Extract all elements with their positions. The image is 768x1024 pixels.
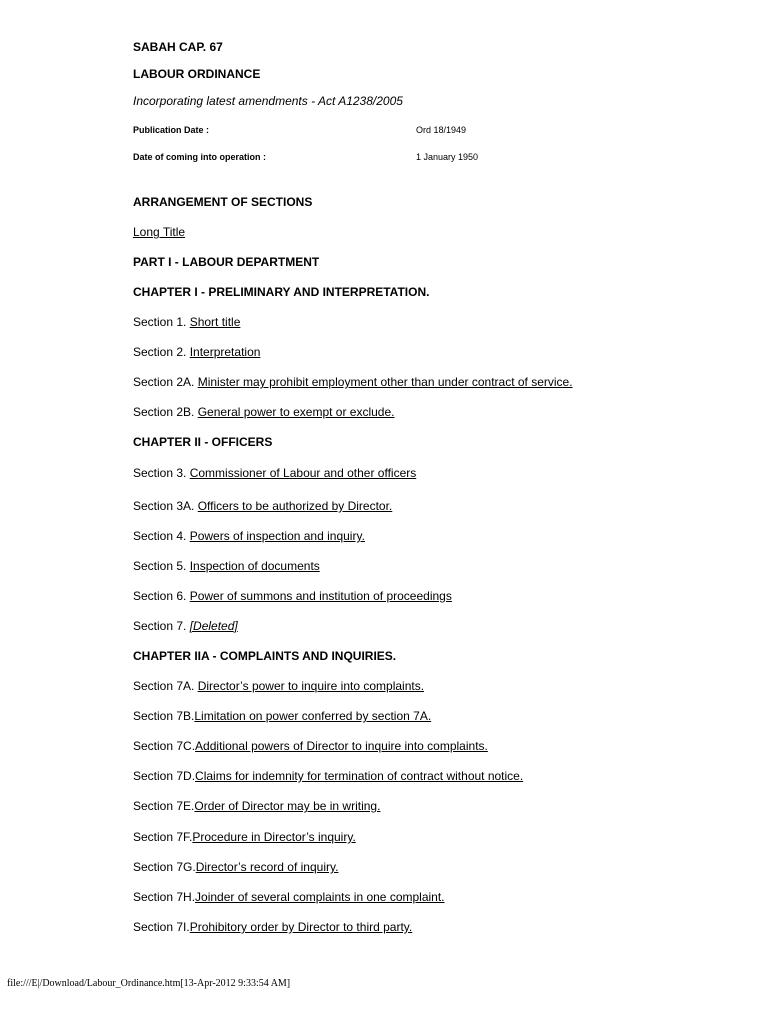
section-link[interactable]: [Deleted] bbox=[189, 619, 238, 633]
section-number: Section 7E. bbox=[133, 799, 195, 813]
section-link[interactable]: Limitation on power conferred by section 7A. bbox=[194, 709, 432, 723]
section-link[interactable]: Additional powers of Director to inquire into complaints. bbox=[195, 739, 488, 753]
section-link[interactable]: Director’s record of inquiry. bbox=[195, 860, 339, 874]
section-link[interactable]: Power of summons and institution of proceedings bbox=[189, 589, 452, 603]
section-link[interactable]: Procedure in Director’s inquiry. bbox=[192, 830, 356, 844]
section-link[interactable]: Claims for indemnity for termination of contract without notice. bbox=[195, 769, 524, 783]
section-number: Section 5. bbox=[133, 559, 190, 573]
section-link[interactable]: Minister may prohibit employment other than under contract of service. bbox=[197, 375, 573, 389]
long-title-entry bbox=[133, 225, 185, 239]
section-entry bbox=[133, 830, 356, 844]
section-number: Section 2B. bbox=[133, 405, 198, 419]
chapter-heading: CHAPTER II - OFFICERS bbox=[133, 435, 273, 449]
section-entry bbox=[133, 799, 380, 813]
document-subtitle: Incorporating latest amendments - Act A1238/2005 bbox=[133, 94, 403, 108]
section-entry bbox=[133, 709, 431, 723]
chapter-heading: CHAPTER IIA - COMPLAINTS AND INQUIRIES. bbox=[133, 649, 397, 663]
section-entry bbox=[133, 466, 416, 480]
operation-date-value: 1 January 1950 bbox=[416, 152, 479, 162]
section-link[interactable]: Commissioner of Labour and other officers bbox=[189, 466, 417, 480]
section-number: Section 7B. bbox=[133, 709, 195, 723]
section-entry bbox=[133, 529, 365, 543]
section-link[interactable]: Interpretation bbox=[189, 345, 261, 359]
section-link[interactable]: Short title bbox=[189, 315, 241, 329]
section-number: Section 7D. bbox=[133, 769, 196, 783]
section-link[interactable]: Order of Director may be in writing. bbox=[194, 799, 381, 813]
section-link[interactable]: Powers of inspection and inquiry. bbox=[189, 529, 365, 543]
section-number: Section 7. bbox=[133, 619, 190, 633]
arrangement-heading: ARRANGEMENT OF SECTIONS bbox=[133, 195, 313, 209]
section-link[interactable]: Inspection of documents bbox=[189, 559, 320, 573]
section-number: Section 2A. bbox=[133, 375, 198, 389]
publication-date-value: Ord 18/1949 bbox=[416, 125, 467, 135]
section-number: Section 3A. bbox=[133, 499, 198, 513]
section-link[interactable]: Prohibitory order by Director to third party. bbox=[189, 920, 413, 934]
section-entry bbox=[133, 589, 452, 603]
publication-date-label: Publication Date : bbox=[133, 125, 210, 135]
section-entry bbox=[133, 345, 260, 359]
section-link[interactable]: Joinder of several complaints in one complaint. bbox=[195, 890, 445, 904]
section-entry bbox=[133, 559, 320, 573]
section-number: Section 1. bbox=[133, 315, 190, 329]
section-number: Section 4. bbox=[133, 529, 190, 543]
operation-date-label: Date of coming into operation : bbox=[133, 152, 266, 162]
document-title: LABOUR ORDINANCE bbox=[133, 67, 261, 81]
section-number: Section 7I. bbox=[133, 920, 190, 934]
section-entry bbox=[133, 405, 395, 419]
section-entry bbox=[133, 920, 412, 934]
section-link[interactable]: Director’s power to inquire into complaints. bbox=[197, 679, 425, 693]
section-entry bbox=[133, 375, 573, 389]
section-link[interactable]: General power to exempt or exclude. bbox=[197, 405, 395, 419]
section-entry bbox=[133, 315, 240, 329]
section-number: Section 2. bbox=[133, 345, 190, 359]
section-number: Section 7A. bbox=[133, 679, 198, 693]
section-number: Section 7H. bbox=[133, 890, 196, 904]
section-link[interactable]: Officers to be authorized by Director. bbox=[197, 499, 393, 513]
section-number: Section 7F. bbox=[133, 830, 193, 844]
print-footer-url: file:///E|/Download/Labour_Ordinance.htm[13-Apr-2012 9:33:54 AM] bbox=[7, 978, 291, 989]
part-heading: PART I - LABOUR DEPARTMENT bbox=[133, 255, 320, 269]
long-title-link[interactable]: Long Title bbox=[133, 225, 186, 239]
section-entry bbox=[133, 739, 488, 753]
section-entry bbox=[133, 679, 424, 693]
section-number: Section 6. bbox=[133, 589, 190, 603]
section-entry bbox=[133, 890, 445, 904]
section-entry bbox=[133, 619, 238, 633]
section-entry bbox=[133, 860, 338, 874]
section-entry bbox=[133, 499, 392, 513]
section-number: Section 7C. bbox=[133, 739, 196, 753]
section-entry bbox=[133, 769, 523, 783]
section-number: Section 3. bbox=[133, 466, 190, 480]
chapter-heading: CHAPTER I - PRELIMINARY AND INTERPRETATION. bbox=[133, 285, 430, 299]
cap-number: SABAH CAP. 67 bbox=[133, 40, 223, 54]
section-number: Section 7G. bbox=[133, 860, 196, 874]
